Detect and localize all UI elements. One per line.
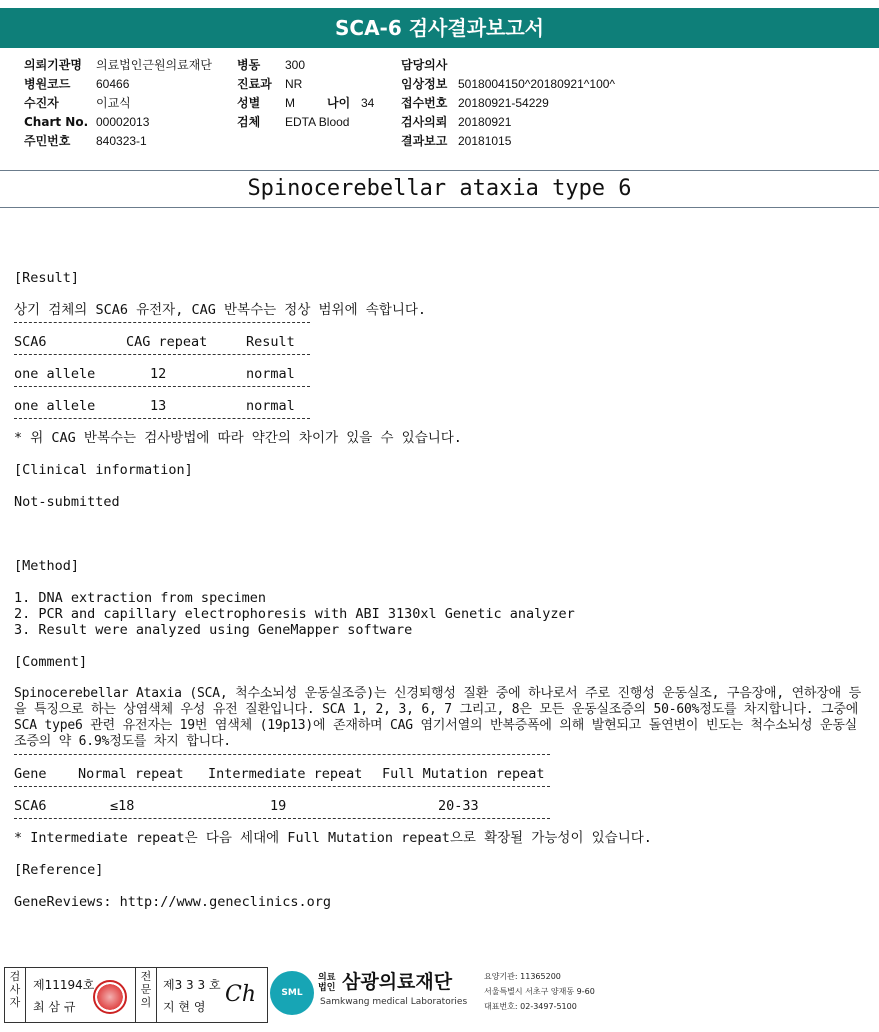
comment-cell: SCA6 xyxy=(14,798,47,814)
info-value: 이교식 xyxy=(96,96,131,110)
examiner-label: 검사자 xyxy=(5,968,26,1022)
method-step: 2. PCR and capillary electrophoresis with ABI 3130xl Genetic analyzer xyxy=(14,606,575,622)
clinical-heading: [Clinical information] xyxy=(14,462,193,478)
info-label: 성별 xyxy=(237,96,261,110)
info-value: M xyxy=(285,96,295,110)
result-cell: 13 xyxy=(150,398,167,414)
report-footer xyxy=(0,965,879,1027)
result-col-header: Result xyxy=(246,334,295,350)
specialist-license: 제3 3 3 호 xyxy=(163,978,221,992)
org-code: 요양기관: 11365200 xyxy=(484,972,561,981)
report-header xyxy=(0,8,879,48)
info-label: 진료과 xyxy=(237,77,272,91)
age-label: 나이 xyxy=(327,96,351,110)
info-value: 300 xyxy=(285,58,306,72)
comment-col-header: Full Mutation repeat xyxy=(382,766,545,782)
comment-cell: 20-33 xyxy=(438,798,479,814)
info-label: 검사의뢰 xyxy=(401,115,448,129)
sml-logo-icon: SML xyxy=(270,971,314,1015)
table-rule xyxy=(14,386,310,387)
table-rule xyxy=(14,322,310,323)
comment-paragraph: Spinocerebellar Ataxia (SCA, 척수소뇌성 운동실조증)는 신경퇴행성 질환 중에 하나로서 주로 진행성 운동실조, 구음장애, 연하장애 등을 특징으로 하는 상염색체 우성 유전 질환입니다. SCA 1, 2, 3, 6, 7 그리고, 8은 모든 운동실조증의 50-60%정도를 차지합니다. 그중에 SCA type6 관련 유전자는 19번 염색체 (19p13)에 존재하며 CAG 염기서열의 반복증폭에 의해 발현되고 돌연변이 빈도는 척수소뇌성 운동실조증의 약 6.9%정도를 차지 합니다. xyxy=(14,686,861,749)
examiner-seal xyxy=(93,980,127,1014)
table-rule xyxy=(14,818,550,819)
result-cell: normal xyxy=(246,366,295,382)
org-english-name: Samkwang medical Laboratories xyxy=(320,997,468,1007)
method-heading: [Method] xyxy=(14,558,80,574)
reference-text: GeneReviews: http://www.geneclinics.org xyxy=(14,894,331,910)
info-column-3 xyxy=(401,56,615,151)
info-label: 접수번호 xyxy=(401,96,448,110)
result-cell: one allele xyxy=(14,398,96,414)
report-header-title: SCA-6 검사결과보고서 xyxy=(335,16,544,40)
specialist-signature: Ch xyxy=(225,982,257,1007)
info-label: 주민번호 xyxy=(24,134,71,148)
age-value: 34 xyxy=(361,96,375,110)
result-note: * 위 CAG 반복수는 검사방법에 따라 약간의 차이가 있을 수 있습니다. xyxy=(14,430,462,446)
info-value: 840323-1 xyxy=(96,134,147,148)
method-step: 3. Result were analyzed using GeneMapper software xyxy=(14,622,413,638)
comment-col-header: Intermediate repeat xyxy=(208,766,363,782)
table-rule xyxy=(14,418,310,419)
info-value: 20181015 xyxy=(458,134,512,148)
comment-note: * Intermediate repeat은 다음 세대에 Full Mutation repeat으로 확장될 가능성이 있습니다. xyxy=(14,830,652,846)
result-heading: [Result] xyxy=(14,270,80,286)
result-col-header: SCA6 xyxy=(14,334,47,350)
info-label: 임상정보 xyxy=(401,77,448,91)
info-label: 담당의사 xyxy=(401,58,448,72)
result-col-header: CAG repeat xyxy=(126,334,208,350)
signature-box xyxy=(4,967,268,1023)
specialist-name: 지 현 영 xyxy=(163,1000,206,1014)
info-label: 결과보고 xyxy=(401,134,448,148)
examiner-license: 제11194호 xyxy=(33,978,95,992)
result-cell: 12 xyxy=(150,366,167,382)
info-value: 의료법인근원의료재단 xyxy=(96,58,212,72)
result-summary: 상기 검체의 SCA6 유전자, CAG 반복수는 정상 범위에 속합니다. xyxy=(14,302,427,318)
info-label: 수진자 xyxy=(24,96,59,110)
table-rule xyxy=(14,786,550,787)
info-label: 의뢰기관명 xyxy=(24,58,82,72)
comment-col-header: Normal repeat xyxy=(78,766,184,782)
result-cell: one allele xyxy=(14,366,96,382)
divider xyxy=(0,207,879,208)
info-column-2 xyxy=(237,56,374,132)
divider xyxy=(0,170,879,171)
reference-heading: [Reference] xyxy=(14,862,104,878)
comment-cell: 19 xyxy=(270,798,287,814)
comment-heading: [Comment] xyxy=(14,654,88,670)
org-prefix: 의료 법인 xyxy=(318,973,336,993)
info-column-1 xyxy=(24,56,212,151)
info-label: 병원코드 xyxy=(24,77,71,91)
result-cell: normal xyxy=(246,398,295,414)
examiner-name: 최 삼 규 xyxy=(33,1000,76,1014)
info-value: 00002013 xyxy=(96,115,150,129)
comment-col-header: Gene xyxy=(14,766,47,782)
info-value: 20180921 xyxy=(458,115,512,129)
info-value: 60466 xyxy=(96,77,130,91)
specialist-label: 전문의 xyxy=(135,968,157,1022)
info-label: 검체 xyxy=(237,115,261,129)
clinical-text: Not-submitted xyxy=(14,494,120,510)
info-value: NR xyxy=(285,77,303,91)
table-rule xyxy=(14,754,550,755)
info-value: EDTA Blood xyxy=(285,115,350,129)
comment-cell: ≤18 xyxy=(110,798,135,814)
table-rule xyxy=(14,354,310,355)
info-label: Chart No. xyxy=(24,115,89,129)
method-step: 1. DNA extraction from specimen xyxy=(14,590,266,606)
info-value: 5018004150^20180921^100^ xyxy=(458,77,616,91)
report-title: Spinocerebellar ataxia type 6 xyxy=(247,176,632,201)
org-address: 서울특별시 서초구 양재동 9-60 xyxy=(484,987,595,996)
org-name: 삼광의료재단 xyxy=(342,971,453,993)
info-value: 20180921-54229 xyxy=(458,96,549,110)
org-phone: 대표번호: 02-3497-5100 xyxy=(484,1002,577,1011)
info-label: 병동 xyxy=(237,58,261,72)
